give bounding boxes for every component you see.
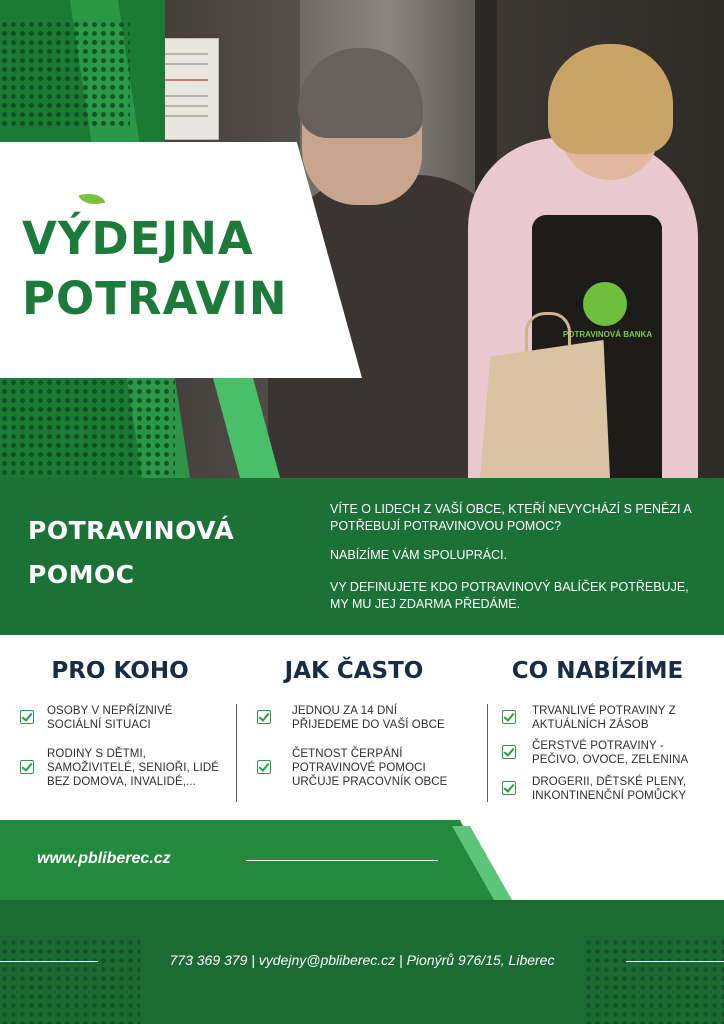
footer-line-right	[626, 961, 724, 962]
list-item: ČERSTVÉ POTRAVINY - PEČIVO, OVOCE, ZELENINA	[532, 740, 689, 766]
band-paragraph: VY DEFINUJETE KDO POTRAVINOVÝ BALÍČEK POTŘEBUJE, MY MU JEJ ZDARMA PŘEDÁME.	[330, 580, 689, 611]
footer-dot-pattern-left	[0, 938, 140, 1024]
column-divider	[236, 704, 237, 802]
checkbox-icon	[20, 710, 34, 724]
website-link[interactable]: www.pbliberec.cz	[37, 850, 171, 867]
checkbox-icon	[502, 745, 516, 759]
apron-logo-icon	[583, 282, 627, 326]
list-item: TRVANLIVÉ POTRAVINY Z AKTUÁLNÍCH ZÁSOB	[532, 705, 676, 731]
dot-pattern-bottom	[0, 378, 175, 478]
band-paragraph: NABÍZÍME VÁM SPOLUPRÁCI.	[330, 548, 508, 562]
band-title-line-2: POMOC	[28, 560, 135, 589]
website-underline	[246, 860, 438, 861]
logo-line-1: VÝDEJNA	[22, 212, 254, 265]
band-paragraph: VÍTE O LIDECH Z VAŠÍ OBCE, KTEŘÍ NEVYCHÁZÍ S PENĚZI A POTŘEBUJÍ POTRAVINOVOU POMOC?	[330, 502, 691, 533]
paper-bag	[480, 340, 610, 478]
list-item: DROGERII, DĚTSKÉ PLENY, INKONTINENČNÍ POMŮCKY	[532, 776, 687, 802]
checkbox-icon	[20, 760, 34, 774]
band-title-line-1: POTRAVINOVÁ	[28, 516, 235, 545]
list-item: RODINY S DĚTMI, SAMOŽIVITELÉ, SENIOŘI, LIDÉ BEZ DOMOVA, INVALIDÉ,...	[47, 748, 220, 788]
logo-line-2: POTRAVIN	[22, 272, 288, 325]
column-divider	[487, 704, 488, 802]
column-heading-jak-casto: JAK ČASTO	[284, 658, 424, 684]
list-item: OSOBY V NEPŘÍZNIVÉ SOCIÁLNÍ SITUACI	[47, 705, 173, 731]
checkbox-icon	[257, 710, 271, 724]
column-heading-pro-koho: PRO KOHO	[51, 658, 189, 684]
checkbox-icon	[502, 781, 516, 795]
apron-text: POTRAVINOVÁ BANKA	[562, 330, 653, 339]
column-heading-co-nabizime: CO NABÍZÍME	[511, 658, 684, 684]
checkbox-icon	[257, 760, 271, 774]
checkbox-icon	[502, 710, 516, 724]
footer-dot-pattern-right	[584, 938, 724, 1024]
dot-pattern-top	[0, 20, 130, 130]
footer-line-left	[0, 961, 98, 962]
list-item: ČETNOST ČERPÁNÍ POTRAVINOVÉ POMOCI URČUJE PRACOVNÍK OBCE	[292, 748, 448, 788]
footer-contact[interactable]: 773 369 379 | vydejny@pbliberec.cz | Pionýrů 976/15, Liberec	[169, 952, 555, 968]
photo-woman-hair	[548, 44, 673, 154]
list-item: JEDNOU ZA 14 DNÍ PŘIJEDEME DO VAŠÍ OBCE	[292, 705, 445, 731]
